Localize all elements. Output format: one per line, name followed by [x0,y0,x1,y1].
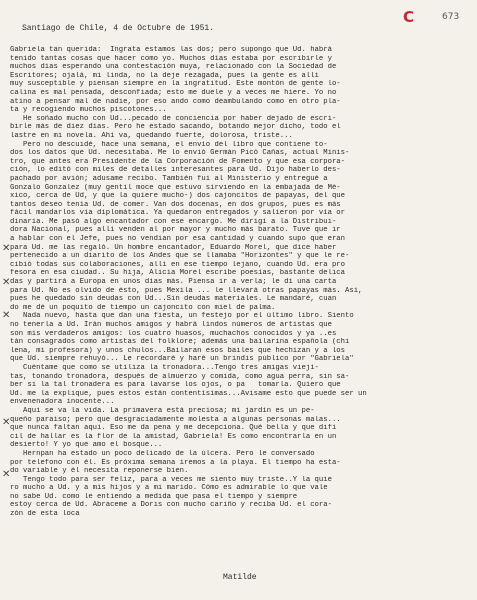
letter-body [10,46,472,519]
margin-x-mark: ✕ [2,277,11,288]
letter-line: desierto! Y yo que amo el bosque... [10,441,163,450]
letter-line: a hablar con el Jefe, pues no vendían por esa cantidad y cuando supo que eran [10,235,346,244]
margin-x-mark: ✕ [2,243,11,254]
margin-x-mark: ✕ [2,469,11,480]
letter-line: fácil mandarlos vía diplomática. Ya quedaron entregados y salieron por vía or [10,209,346,218]
letter-line: pachado por avión; adusame recibo. También fui al Ministerio y entregué a [10,174,328,183]
letter-line: no sabe Ud. como le entiendo a medida que pasa el tiempo y siempre [10,492,298,501]
letter-line: calina es mal pensada, desconfiada; esto me duele y a veces me hiere. Yo no [10,88,337,97]
letter-line: tán consagrados como artistas del folklore; además una bailarina española (chi [10,338,350,347]
letter-line: Aquí se va la vida. La primavera está preciosa; mi jardín es un pe- [10,406,315,415]
letter-line: lena, mi profesora) y unos chulos...Bailaran esos bailes que hechizan y a los [10,346,346,355]
letter-line: Tengo todo para ser feliz, para a veces me siento muy triste..Y la quie [10,475,332,484]
letter-line: no tenerla a Ud. Irán muchos amigos y habrá lindos números de artistas que [10,321,332,329]
letter-line: tenido tantas cosas que hacer como yo. Muchos días estaba por escribirle y [10,54,332,63]
letter-line: das y partirá a Europa en unos días más. Piensa ir a verla; le dí una carta [10,278,337,287]
letter-line: Escritores; ojalá, mi linda, no la deje rezagada, pues la gente es allí [10,71,319,80]
letter-line: ro mucho a Ud. y a mis hijos y a mi marido. Cómo es admirable lo que vale [10,484,328,493]
letter-line: Cuéntame que como se utiliza la tronadora...Tengo tres amigas viejí- [10,363,319,372]
letter-line: queño paraíso; pero que desgraciadamente molesta a algunas personas malas... [10,415,341,424]
letter-line: son mis verdaderos amigos: los cuatro huasos, muchachos conocidos y ya ..es [10,329,337,338]
letter-line: pertenecido a un diarito de los Andes que se llamaba "Horizontes" y que le re- [10,252,350,261]
letter-line: zón de esta loca [10,510,80,519]
letter-line: cil de hallar es la flor de la amistad, Gabriela! Es como encontrarla en un [10,432,337,441]
letter-line: Pero no descuidé, hace una semana, el envío del libro que contiene to- [10,140,328,149]
margin-x-mark: ✕ [2,310,11,321]
letter-line: He soñado mucho con Ud...pecado de conciencia por haber dejado de escri- [10,114,337,123]
dateline: Santiago de Chile, 4 de Octubre de 1951. [22,24,215,33]
letter-line: birle más de diez días. Pero he estado sacando, botando mejor dicho, todo el [10,123,341,132]
letter-line: para Ud. No es olvido de ésto, pues Mexila ... le llevará otras papayas más. Así, [10,286,363,295]
letter-line: por telefono con él. Es próxima semana iremos a la playa. El tiempo ha esta- [10,458,341,467]
letter-line: para Ud. me las regaló. Un hombre encantador, Eduardo Morel, que dice haber [10,243,337,252]
letter-line: muy susceptible y piensan siempre en la ingratitud. Este montón de gente lo- [10,80,341,89]
letter-line: ta y recogiendo muchos piscotones... [10,106,167,115]
letter-line: dos los datos que Ud. necesitaba. Me lo envió Germán Picó Cañas, actual Minis- [10,149,350,158]
letter-line: Ud. me la explique, pues estos están contentísimas...Avisame esto que puede ser un [10,389,367,398]
letter-line: estoy cerca de Ud. Abraceme a Doris con mucho cariño y reciba Ud. el cora- [10,501,332,510]
letter-line: dora Nacional, pues allí venden al por mayor y mucho más barato. Tuve que ir [10,226,341,235]
letter-line: muchos días esperando una contestación muya, relacionado con la Sociedad de [10,63,337,72]
letter-line: do me dé un poquito de tiempo un cajoncito con miel de palma. [10,303,276,312]
letter-line: que nunca faltan aquí. Eso me da pena y me decepciona. Qué bella y que difí [10,424,337,433]
letter-line: que Ud. siempre rehuyó... Le recordaré y haré un brindis público por "Gabriela" [10,355,354,364]
letter-line: Gonzalo Gonzalez (muy gentil moce que estuvo sirviendo en la embajada de Mé- [10,183,341,192]
letter-line: envenenadora inocente... [10,398,115,407]
letter-line: pues he quedado sin deudas con Ud...Sin deudas materiales. Le mandaré, cuan [10,295,337,304]
letter-line: tro, que antes era Presidente de la Corporación de Fomento y que esa corpora- [10,157,346,166]
letter-line: tantos deseo tenía Ud. de comer. Van dos docenas, en dos grupos, pues es más [10,200,341,209]
letter-line: tas, tonando tronadora, después de almuerzo y comida, como agua perra, sin sa- [10,372,350,381]
archive-mark: C [403,8,415,26]
letter-line: xico, cerca de Ud, y que la quiere mucho-) dos cajoncitos de papayas, del que [10,192,346,201]
signature: Matilde [223,573,257,582]
letter-line: do variable y él necesita reponerse bien. [10,467,189,476]
letter-line: dinaria. Me pasó algo encantador con ese encargo. Me dirigí a la Distribui- [10,217,337,226]
letter-line: atino a pensar mal de nadie, por eso ando como deambulando como en otro pla- [10,97,341,106]
letter-line: lastre en mi novela. Ahí va, quedando fuerte, dolorosa, triste... [10,131,293,140]
letter-line: fesora en esa ciudad.. Su hija, Alicia Morel escribe poesías, bastante delica [10,269,346,278]
margin-x-mark: ✕ [2,417,11,428]
letter-line: Nada nuevo, hasta que dan una fiesta, un festejo por el último libro. Siento [10,312,354,321]
letter-line: ción, lo editó con miles de detalles interesantes para Ud. Dijo haberlo des- [10,166,341,175]
letter-line: ber si la tal tronadera es para lavarse los ojos, o pa tomarla. Quiero que [10,381,341,390]
letter-line: Hernpan ha estado un poco delicado de la úlcera. Pero le conversado [10,449,315,458]
letter-line: cibió todas sus colaboraciones, allí en ese tiempo lejano, cuando Ud. era pro [10,260,346,269]
page-number: 673 [442,12,460,22]
letter-line: Gabriela tan querida: Ingrata estamos las dos; pero supongo que Ud. habrá [10,46,332,54]
